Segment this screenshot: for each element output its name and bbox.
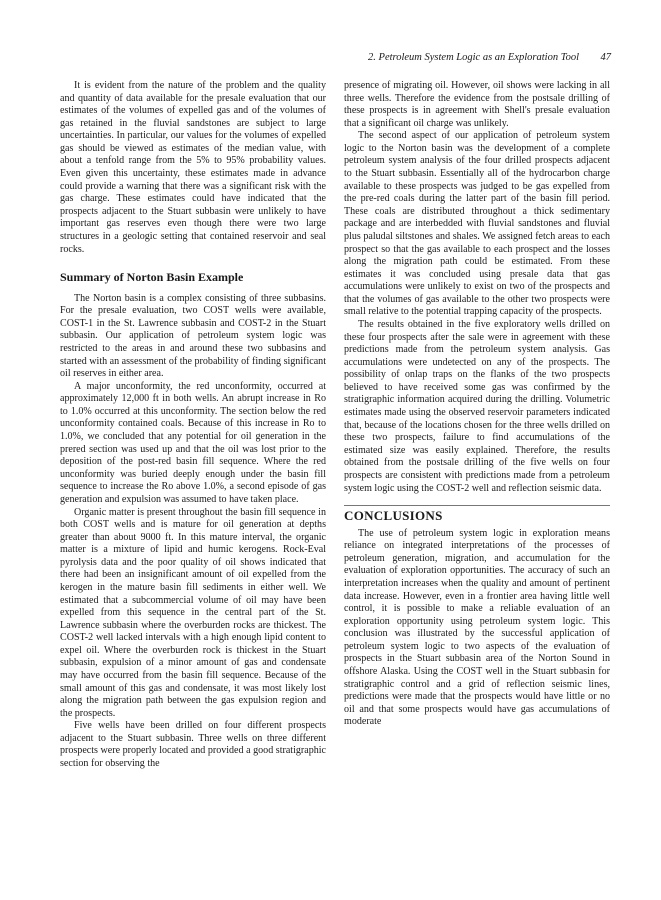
- paragraph-five-wells: Five wells have been drilled on four different prospects adjacent to the Stuart subbasin. Three wells on three different prospects were properly located and provided a good stratigraphic section for observing the: [60, 720, 326, 770]
- left-column: [60, 80, 326, 771]
- paragraph-norton-basin: The Norton basin is a complex consisting of three subbasins. For the presale evaluation, two COST wells were available, COST-1 in the St. Lawrence subbasin and COST-2 in the Stuart subbasin. Our application of petroleum system logic was restricted to the areas in and around these two subbasins and started with an assessment of the probability of finding significant oil reserves in either area.: [60, 292, 326, 380]
- paragraph-conclusions: The use of petroleum system logic in exploration means reliance on integrated interpretations of the processes of petroleum generation, migration, and accumulation for the evaluation of exploration opportunities. The accuracy of such an interpretation increases when the quality and amount of pertinent data increase. However, even in a frontier area having little well control, it is possible to make a reliable evaluation of an exploration opportunity using petroleum system logic. This conclusion was illustrated by the successful application of petroleum system logic to two aspects of the evaluation of prospects in the Stuart subbasin area of the Norton Sound in offshore Alaska. Using the COST well in the Stuart subbasin for stratigraphic control and a grid of reflection seismic lines, predictions were made that the prospects would have little or no oil and that some prospects would have gas accumulations of moderate: [344, 527, 610, 728]
- running-header: [58, 52, 611, 66]
- paragraph-uncertainty: It is evident from the nature of the problem and the quality and quantity of data available for the presale evaluation that our estimates of the volumes of expelled gas and of the volumes of gas retained in the fluvial sandstones are subject to large uncertainties. In particular, our values for the volumes of expelled gas should be viewed as estimates of the median value, with about a tenfold range from the 5% to 95% probability values. Even given this uncertainty, these estimates made in advance could provide a warning that there was a significant risk with the gas charge. These estimates could have indicated that the prospects adjacent to the Stuart subbasin were unlikely to have important gas reserves even though there were two large structures in a geologic setting that contained reservoir and seal rocks.: [60, 80, 326, 255]
- paragraph-results: The results obtained in the five exploratory wells drilled on these four prospects after the sale were in agreement with these predictions made from the petroleum system analysis. Gas accumulations were undetected on any of the prospects. The possibility of onlap traps on the flanks of the two prospects believed to have received some gas was confirmed by the stratigraphic information acquired during the drilling. Volumetric estimates made using the observed reservoir parameters indicated that, because of the locations chosen for the three wells drilled on these two prospects, failure to find accumulations of the estimated size was easily explained. Therefore, the results obtained from the postsale drilling of the five wells on four prospects are consistent with predictions made from a petroleum system logic using the COST-2 well and reflection seismic data.: [344, 318, 610, 494]
- section-heading-conclusions: CONCLUSIONS: [344, 505, 610, 523]
- paragraph-system-analysis: The second aspect of our application of petroleum system logic to the Norton basin was the development of a complete petroleum system analysis of the four drilled prospects adjacent to the Stuart subbasin. Essentially all of the hydrocarbon charge available to these prospects was judged to be gas expelled from the pre-red coals during the latter part of the basin fill period. These coals are distributed throughout a thick sedimentary package and are interbedded with fluvial sandstones and fluvial plus paludal siltstones and shales. We assigned fetch areas to each prospect so that the gas available to each prospect and the losses along the migration path could be estimated. From these estimates it was concluded using presale data that gas accumulations were unlikely to exist on two of the prospects and that the volumes of gas available to the other two prospects were small relative to the potential trapping capacity of the prospects.: [344, 130, 610, 318]
- section-heading-summary: Summary of Norton Basin Example: [60, 270, 244, 285]
- paragraph-oil-shows: presence of migrating oil. However, oil shows were lacking in all three wells. Therefore the evidence from the postsale drilling of these prospects is in agreement with Shell's presale evaluation that a significant oil charge was unlikely.: [344, 80, 610, 129]
- paragraph-organic-matter: Organic matter is present throughout the basin fill sequence in both COST wells and is mature for oil generation at depths greater than about 9000 ft. In this mature interval, the organic matter is a mixture of lipid and humic kerogens. Rock-Eval pyrolysis data and the poor quality of oil shows indicated that there had been an insignificant amount of oil expelled from the kerogen in the mature basin fill sediments in either well. We estimated that a subcommercial volume of oil may have been expelled from this sequence in the central part of the St. Lawrence subbasin where the overburden rocks are thickest. The COST-2 well lacked intervals with a high enough lipid content to expel oil. Where the overburden rock is thickest in the Stuart subbasin, expulsion of a minor amount of gas and condensate may have occurred from the basin fill sequence. Because of the small amount of this gas and condensate, it was most likely lost along the migration path between the gas expulsion region and the prospects.: [60, 506, 326, 719]
- page-number: 47: [600, 52, 611, 63]
- right-column: [344, 80, 610, 729]
- paragraph-red-unconformity: A major unconformity, the red unconformity, occurred at approximately 12,000 ft in both wells. An abrupt increase in Ro to 1.0% occurred at this unconformity. The section below the red unconformity contained coals. Because of this increase in Ro to 1.0%, we concluded that any potential for oil generation in the prered section was used up and that the oil was lost prior to the deposition of the post-red basin fill sequence. Where the red unconformity was buried deeply enough under the basin fill sequence to increase the Ro above 1.0%, a second episode of gas generation and expulsion was assumed to have taken place.: [60, 380, 326, 505]
- running-head-title: 2. Petroleum System Logic as an Exploration Tool: [368, 52, 579, 63]
